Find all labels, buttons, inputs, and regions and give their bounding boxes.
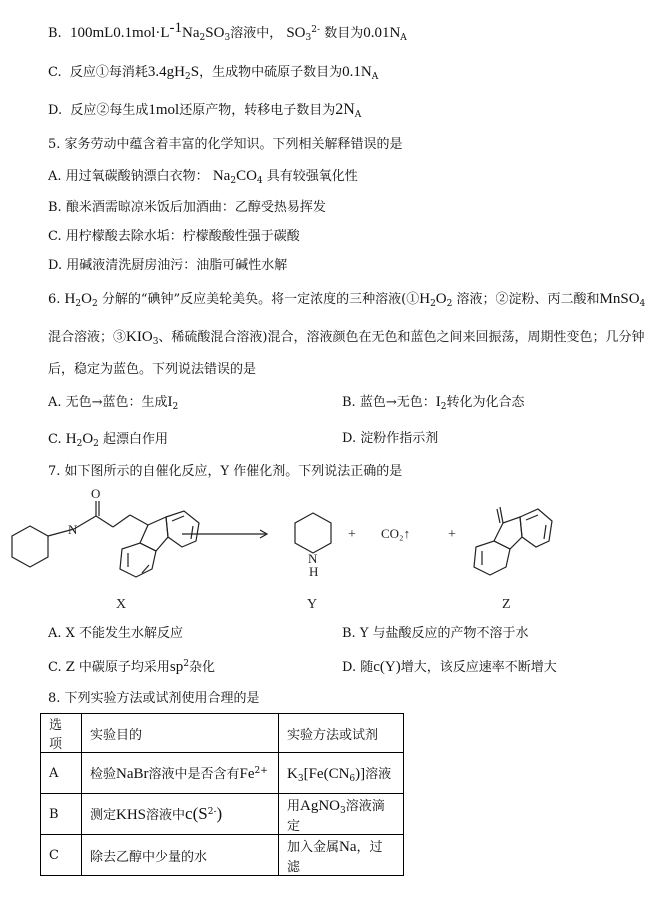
table-header-row [41, 714, 404, 753]
q7-stem: 7. 如下图所示的自催化反应，Y 作催化剂。下列说法正确的是 [48, 464, 403, 479]
row-method: $K_3[Fe(CN_6)]$溶液 [279, 753, 404, 794]
header-purpose: 实验目的 [82, 714, 279, 753]
row-key: C [41, 835, 82, 876]
plus-sign-2: + [448, 527, 456, 542]
q5-option-c: C. 用柠檬酸去除水垢：柠檬酸酸性强于碳酸 [48, 229, 300, 244]
compound-z-structure [474, 507, 552, 575]
q7-option-c: C. Z 中碳原子均采用$sp^2$杂化 [48, 659, 216, 675]
q7-option-b: B. Y 与盐酸反应的产物不溶于水 [342, 626, 529, 641]
plus-sign-1: + [348, 527, 356, 542]
table-row [41, 835, 404, 876]
label-z: Z [502, 597, 511, 612]
q8-stem: 8. 下列实验方法或试剂使用合理的是 [48, 691, 260, 706]
co2-product: CO₂↑ [381, 526, 411, 541]
q6-option-b: B. 蓝色→无色：$I_2$转化为化合态 [342, 394, 525, 412]
label-x: X [116, 597, 127, 612]
row-key: B [41, 794, 82, 835]
row-purpose: 除去乙醇中少量的水 [82, 835, 279, 876]
y-amine-h: H [309, 564, 319, 579]
q7-option-a: A. X 不能发生水解反应 [48, 626, 184, 641]
q6-stem-line1: 6. $H_2O_2$ 分解的“碘钟”反应美轮美奂。将一定浓度的三种溶液($①H_2O_2$ 溶液；②淀粉、丙二酸和MnSO$_4$ [48, 291, 646, 309]
q8-table [40, 713, 404, 876]
x-amide-n: N [68, 522, 78, 537]
q6-option-c: C. $H_2O_2$ 起漂白作用 [48, 431, 169, 449]
y-amine-n: N [308, 551, 318, 566]
q7-option-d: D. 随c(Y)增大，该反应速率不断增大 [342, 659, 557, 675]
compound-y-structure [295, 513, 331, 553]
compound-x-structure [12, 501, 199, 577]
header-option: 选项 [41, 714, 82, 753]
reaction-scheme [0, 485, 669, 615]
q6-stem-line2: 混合溶液；$③KIO_3$、稀硫酸混合溶液)混合，溶液颜色在无色和蓝色之间来回振荡，周期性变色；几分钟 [48, 329, 645, 347]
q5-option-a: A. 用过氧碳酸钠漂白衣物： $Na_2CO_4$ 具有较强氧化性 [48, 168, 358, 186]
label-y: Y [307, 597, 318, 612]
row-method: 用AgNO$_3$溶液滴定 [279, 794, 404, 835]
row-purpose: 检验NaBr溶液中是否含有$Fe^{2+}$ [82, 753, 279, 794]
row-purpose: 测定KHS溶液中$c(S^{2-})$ [82, 794, 279, 835]
table-row [41, 753, 404, 794]
header-method: 实验方法或试剂 [279, 714, 404, 753]
q4-option-d: D. 反应②每生成1mol还原产物，转移电子数目为$2N_A$ [48, 101, 362, 120]
row-key: A [41, 753, 82, 794]
q5-stem: 5. 家务劳动中蕴含着丰富的化学知识。下列相关解释错误的是 [48, 137, 403, 152]
table-row [41, 794, 404, 835]
q6-option-d: D. 淀粉作指示剂 [342, 431, 439, 446]
q5-option-d: D. 用碱液清洗厨房油污：油脂可碱性水解 [48, 258, 288, 273]
row-method: 加入金属Na，过滤 [279, 835, 404, 876]
q4-option-c: C. 反应①每消耗$3.4gH_2S$，生成物中硫原子数目为$0.1N_A$ [48, 64, 379, 82]
q5-option-b: B. 酿米酒需晾凉米饭后加酒曲：乙醇受热易挥发 [48, 200, 326, 215]
x-carbonyl-o: O [91, 486, 101, 501]
q4-option-b: B. $100mL0.1mol\cdot L^{-1}Na_2SO_3$溶液中， $SO_3^{2-}$ 数目为$0.01N_A$ [48, 20, 407, 43]
q6-stem-line3: 后，稳定为蓝色。下列说法错误的是 [48, 362, 257, 377]
q6-option-a: A. 无色→蓝色：生成$I_2$ [48, 394, 179, 412]
